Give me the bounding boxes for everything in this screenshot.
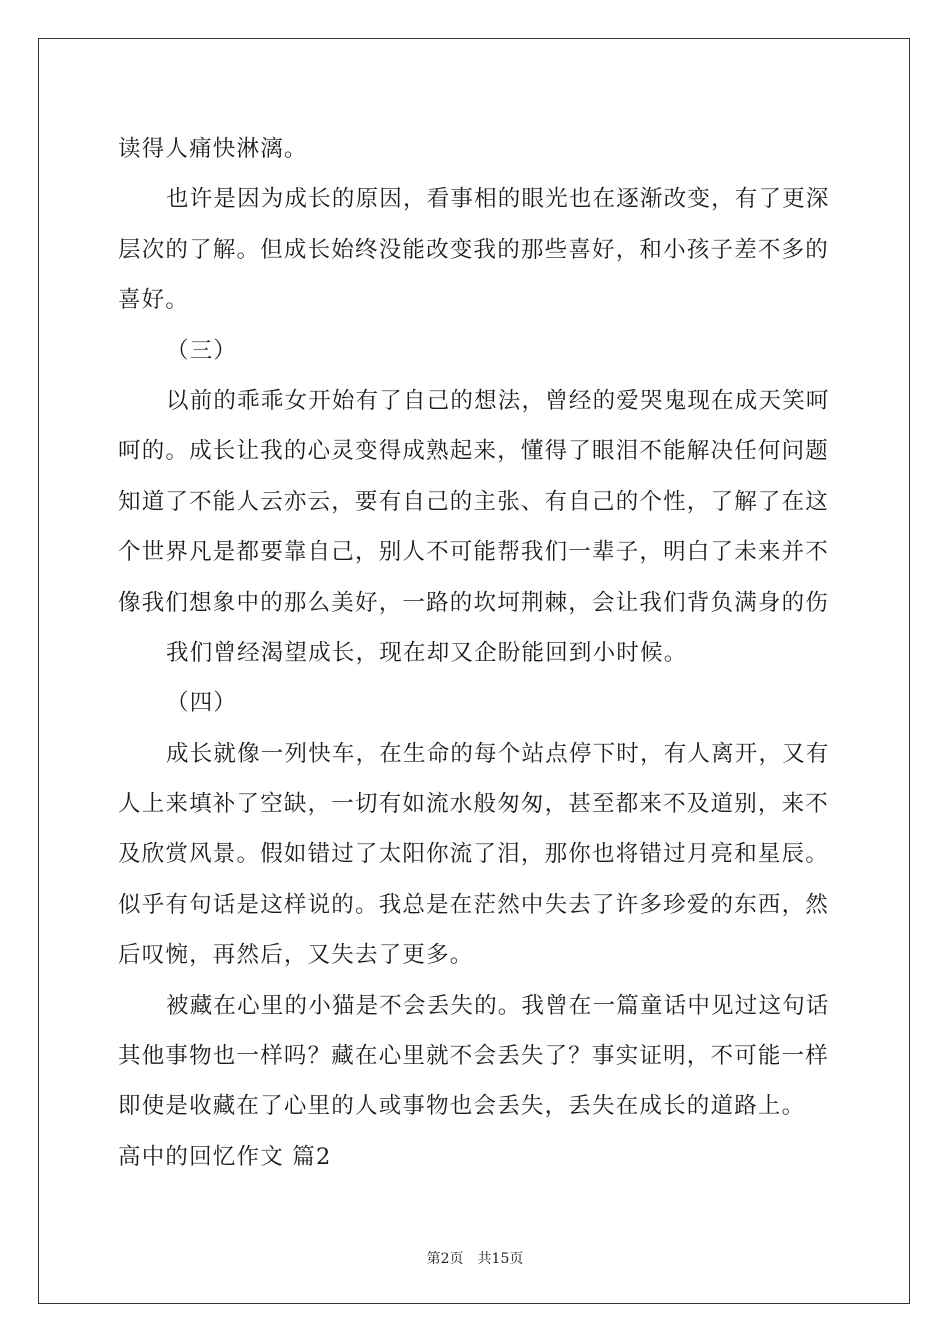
document-body xyxy=(118,124,838,1182)
text-line: （三） xyxy=(166,337,238,364)
text-line: 像我们想象中的那么美好，一路的坎坷荆棘，会让我们背负满身的伤 xyxy=(118,589,830,616)
text-line: （四） xyxy=(166,690,238,717)
text-line: 我们曾经渴望成长，现在却又企盼能回到小时候。 xyxy=(166,639,688,666)
text-line: 读得人痛快淋漓。 xyxy=(118,136,308,162)
text-line: 喜好。 xyxy=(118,287,190,314)
text-line: 被藏在心里的小猫是不会丢失的。我曾在一篇童话中见过这句话 xyxy=(166,992,830,1019)
text-line: 及欣赏风景。假如错过了太阳你流了泪，那你也将错过月亮和星辰。 xyxy=(118,841,830,868)
section-heading: 高中的回忆作文 篇2 xyxy=(118,1143,332,1170)
text-line: 人上来填补了空缺，一切有如流水般匆匆，甚至都来不及道别，来不 xyxy=(118,791,830,818)
text-line: 即使是收藏在了心里的人或事物也会丢失，丢失在成长的道路上。 xyxy=(118,1093,806,1120)
text-line: 个世界凡是都要靠自己，别人不可能帮我们一辈子，明白了未来并不 xyxy=(118,539,830,566)
text-line: 知道了不能人云亦云，要有自己的主张、有自己的个性，了解了在这 xyxy=(118,488,830,515)
text-line: 层次的了解。但成长始终没能改变我的那些喜好，和小孩子差不多的 xyxy=(118,236,830,263)
page-number-footer: 第2页 共15页 xyxy=(426,1251,524,1267)
text-line: 其他事物也一样吗？藏在心里就不会丢失了？事实证明，不可能一样 xyxy=(118,1043,830,1070)
text-line: 似乎有句话是这样说的。我总是在茫然中失去了许多珍爱的东西，然 xyxy=(118,891,830,918)
text-line: 也许是因为成长的原因，看事相的眼光也在逐渐改变，有了更深 xyxy=(166,186,830,213)
text-line: 成长就像一列快车，在生命的每个站点停下时，有人离开，又有 xyxy=(166,740,830,767)
text-line: 后叹惋，再然后，又失去了更多。 xyxy=(118,942,474,969)
text-line: 以前的乖乖女开始有了自己的想法，曾经的爱哭鬼现在成天笑呵 xyxy=(166,387,830,414)
text-line: 呵的。成长让我的心灵变得成熟起来，懂得了眼泪不能解决任何问题 xyxy=(118,438,830,465)
